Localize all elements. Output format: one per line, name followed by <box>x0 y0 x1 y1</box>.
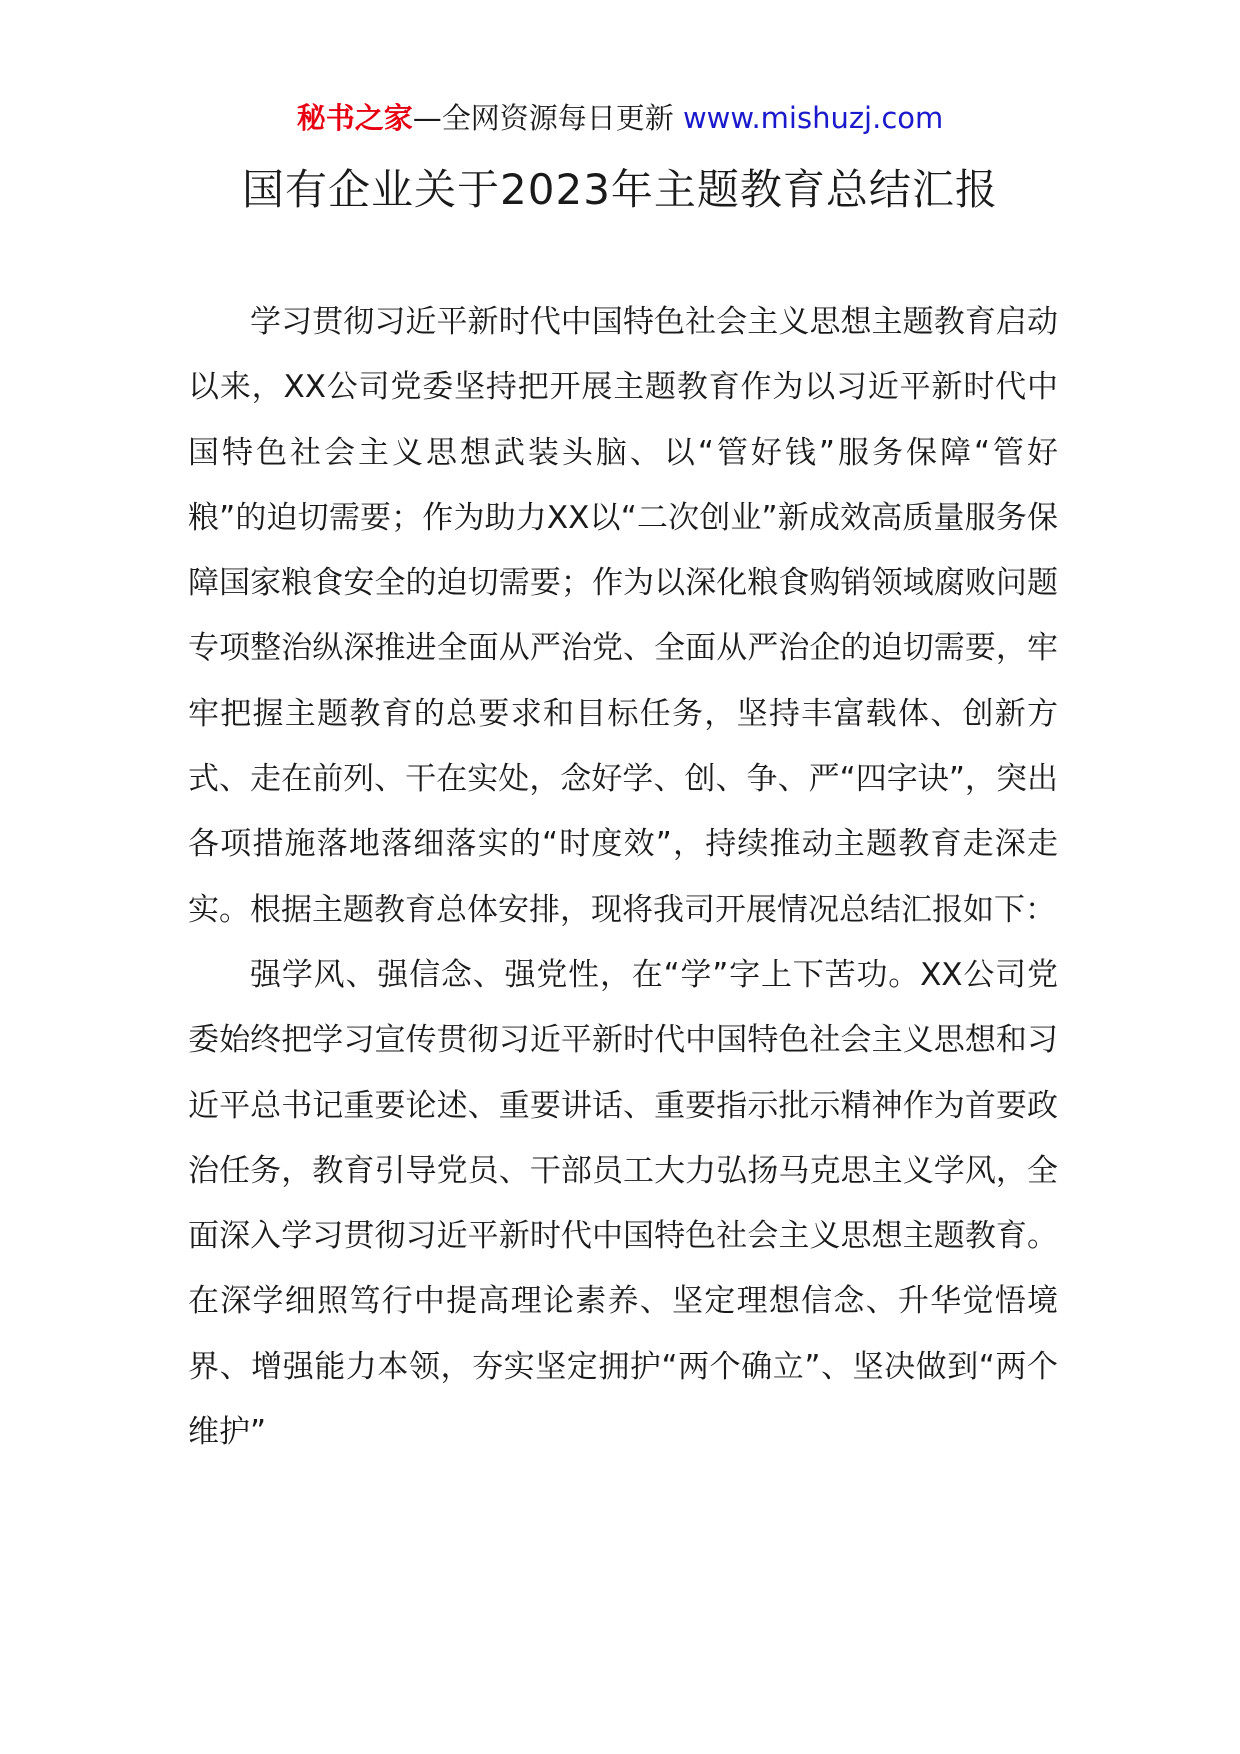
document-body <box>188 290 1058 1465</box>
site-url-link[interactable]: www.mishuzj.com <box>682 101 944 135</box>
site-header <box>0 98 1240 138</box>
document-title: 国有企业关于2023年主题教育总结汇报 <box>242 165 998 214</box>
brand-name: 秘书之家 <box>296 101 413 135</box>
paragraph: 强学风、强信念、强党性，在“学”字上下苦功。XX公司党委始终把学习宣传贯彻习近平新时代中国特色社会主义思想和习近平总书记重要论述、重要讲话、重要指示批示精神作为首要政治任务，教育引导党员、干部员工大力弘扬马克思主义学风，全面深入学习贯彻习近平新时代中国特色社会主义思想主题教育。在深学细照笃行中提高理论素养、坚定理想信念、升华觉悟境界、增强能力本领，夯实坚定拥护“两个确立”、坚决做到“两个维护” <box>188 956 1058 1451</box>
paragraph: 学习贯彻习近平新时代中国特色社会主义思想主题教育启动以来，XX公司党委坚持把开展主题教育作为以习近平新时代中国特色社会主义思想武装头脑、以“管好钱”服务保障“管好粮”的迫切需要；作为助力XX以“二次创业”新成效高质量服务保障国家粮食安全的迫切需要；作为以深化粮食购销领域腐败问题专项整治纵深推进全面从严治党、全面从严治企的迫切需要，牢牢把握主题教育的总要求和目标任务，坚持丰富载体、创新方式、走在前列、干在实处，念好学、创、争、严“四字诀”，突出各项措施落地落细落实的“时度效”，持续推动主题教育走深走实。根据主题教育总体安排，现将我司开展情况总结汇报如下： <box>188 304 1058 928</box>
header-tagline: —全网资源每日更新 <box>412 101 683 135</box>
